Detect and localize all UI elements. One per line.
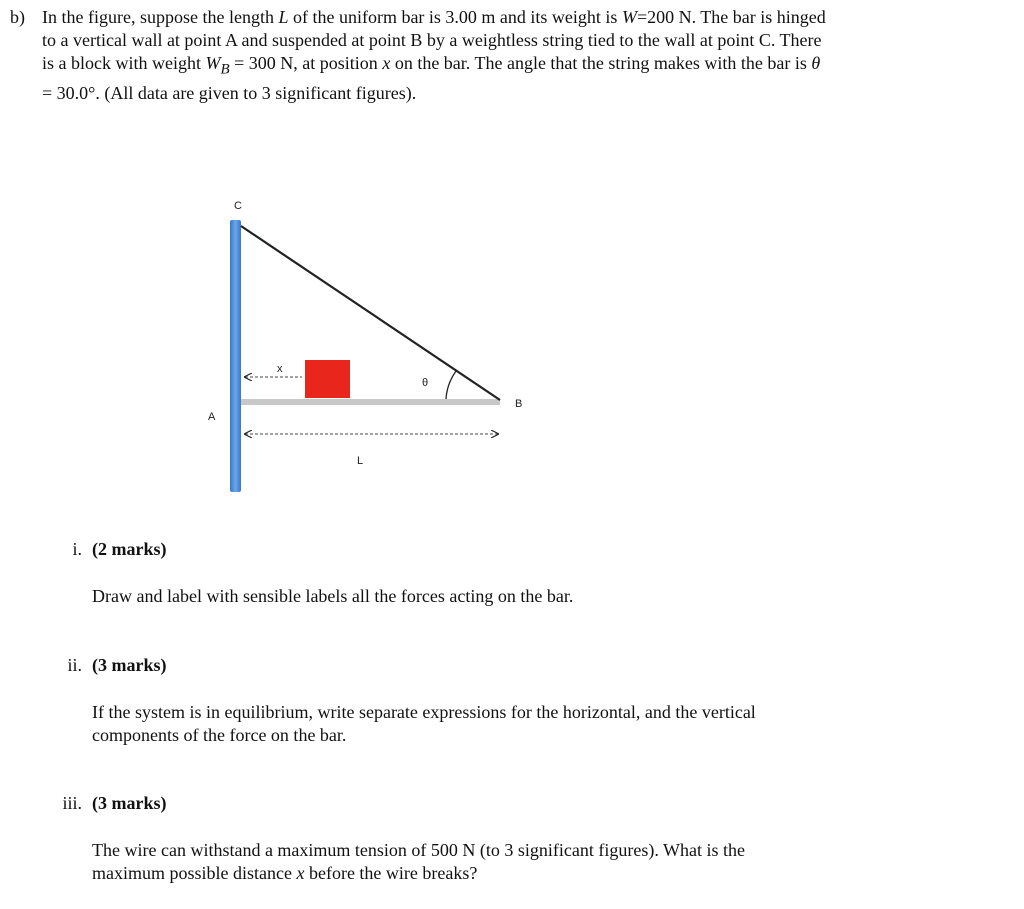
- subquestion-marks: (3 marks): [92, 793, 167, 813]
- label-c: C: [234, 200, 242, 212]
- wall: [230, 220, 241, 492]
- subquestion-text: If the system is in equilibrium, write separate expressions for the horizontal, and the vertical components of the force on the bar.: [92, 702, 756, 745]
- label-x: x: [277, 363, 283, 375]
- subquestion-text-part: The wire can withstand a maximum tension of 500 N (to 3 significant figures). What is the maximum possible distance: [92, 840, 746, 883]
- subquestion-iii: [52, 792, 852, 892]
- intro-text: =200 N. The bar is hinged to a vertical wall at point A and suspended at point B by a weightless string tied to the wall at point C. There is a block with weight: [42, 7, 826, 73]
- subquestion-ii: [52, 654, 852, 749]
- var-wb: W: [205, 53, 221, 73]
- intro-text: on the bar. The angle that the string makes with the bar is: [390, 53, 812, 73]
- subquestion-text: Draw and label with sensible labels all the forces acting on the bar.: [92, 586, 574, 606]
- subquestion-number: i.: [72, 539, 82, 559]
- var-l: L: [278, 7, 289, 27]
- subquestion-text-part: before the wire breaks?: [304, 863, 478, 883]
- subquestion-marks: (2 marks): [92, 539, 167, 559]
- label-a: A: [208, 411, 216, 423]
- subquestion-text: [92, 839, 812, 885]
- var-x: x: [296, 863, 305, 883]
- subquestion-number: ii.: [67, 655, 82, 675]
- intro-text: = 30.0°. (All data are given to 3 significant figures).: [42, 82, 417, 103]
- bar-diagram: [190, 190, 523, 500]
- intro-text: of the uniform bar is 3.00 m and its weight is: [288, 7, 622, 27]
- label-theta: θ: [422, 377, 429, 389]
- subquestion-i: [52, 538, 852, 608]
- block: [305, 360, 350, 398]
- intro-text: = 300 N, at position: [229, 53, 383, 73]
- angle-arc: [446, 371, 456, 399]
- intro-text: In the figure, suppose the length: [42, 7, 279, 27]
- bar-figure: [190, 190, 523, 500]
- label-b: B: [515, 398, 523, 410]
- var-wb-sub: B: [220, 61, 230, 78]
- var-theta: θ: [811, 53, 821, 73]
- subquestion-marks: (3 marks): [92, 655, 167, 675]
- label-l: L: [357, 455, 364, 467]
- bar: [241, 399, 500, 405]
- var-w: W: [621, 7, 637, 27]
- question-label: b): [10, 7, 25, 27]
- var-x: x: [382, 53, 391, 73]
- question-intro: [42, 6, 832, 105]
- subquestion-number: iii.: [62, 793, 82, 813]
